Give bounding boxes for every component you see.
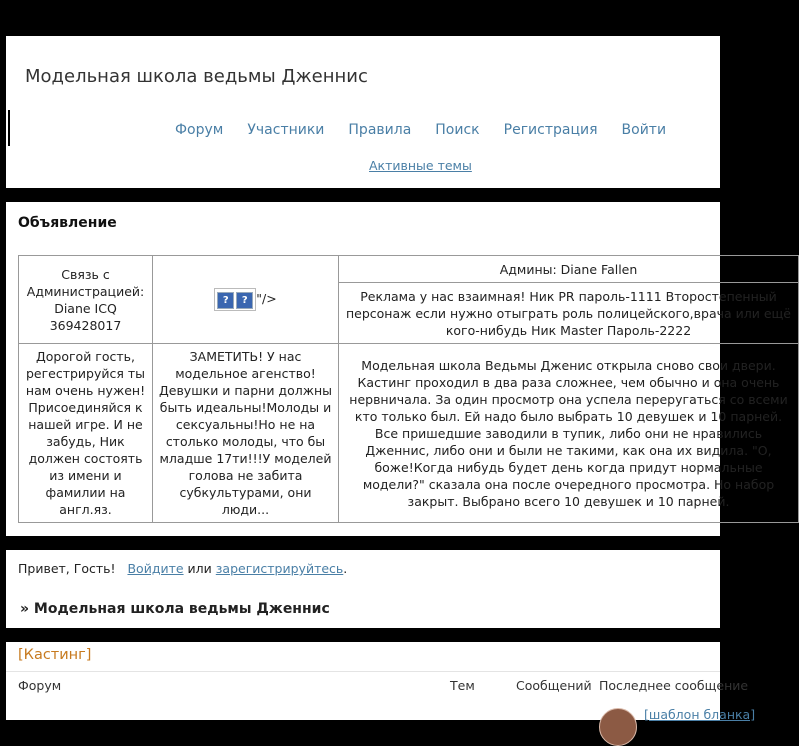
- announcement-table: [18, 255, 799, 523]
- greeting-or: или: [187, 561, 212, 576]
- greeting-panel: [6, 550, 720, 628]
- admins-cell: Админы: Diane Fallen: [339, 256, 799, 283]
- nav-members[interactable]: Участники: [247, 122, 325, 138]
- column-topics: Тем: [450, 678, 475, 693]
- divider: [6, 671, 720, 672]
- nav-search[interactable]: Поиск: [435, 122, 480, 138]
- column-last-post: Последнее сообщение: [599, 678, 749, 693]
- register-link[interactable]: зарегистрируйтесь: [215, 561, 344, 576]
- site-title: Модельная школа ведьмы Дженнис: [25, 66, 368, 87]
- broken-image-group: [214, 288, 256, 311]
- ads-cell: [339, 283, 799, 344]
- greeting-line: [18, 561, 347, 576]
- announcement-panel: [6, 202, 791, 536]
- broken-image-icon: ?: [217, 292, 234, 309]
- avatar: [599, 708, 637, 746]
- forum-category-panel: [6, 642, 756, 722]
- guest-note-cell: Дорогой гость, регестрируйся ты нам очень нужен! Присоединяйся к нашей игре. И не забудь, Ник должен состоять из имени и фамилии на англ.яз.: [19, 344, 153, 523]
- breadcrumb: » Модельная школа ведьмы Дженнис: [20, 601, 330, 617]
- nav-login[interactable]: Войти: [621, 122, 667, 138]
- ads-text: Реклама у нас взаимная! Ник PR пароль-1111 Второстепенный персонаж если нужно отыграть роль полицейского,врача или ещё кого-нибудь Ник Master Пароль-2222: [345, 288, 791, 338]
- icons-cell: [153, 256, 339, 344]
- category-title[interactable]: [Кастинг]: [18, 647, 92, 663]
- greeting-suffix: .: [343, 561, 348, 576]
- active-topics-link[interactable]: Активные темы: [369, 158, 472, 173]
- announcement-title: Объявление: [18, 215, 117, 231]
- text-cursor: [8, 110, 10, 146]
- forum-header: [6, 36, 720, 188]
- icon-tail-text: "/>: [256, 291, 277, 306]
- contact-cell: Связь с Администрацией: Diane ICQ 369428017: [19, 256, 153, 344]
- nav-forum[interactable]: Форум: [175, 122, 224, 138]
- column-posts: Сообщений: [516, 678, 592, 693]
- column-forum: Форум: [18, 678, 62, 693]
- nav-register[interactable]: Регистрация: [503, 122, 598, 138]
- broken-image-icon: ?: [236, 292, 253, 309]
- agency-note-cell: ЗАМЕТИТЬ! У нас модельное агенство! Девушки и парни должны быть идеальны!Молоды и сексуальны!Но не на столько молоды, что бы младше 17ти!!!У моделей голова не забита субкультурами, они люди...: [153, 344, 339, 523]
- main-nav: [175, 122, 690, 138]
- login-link[interactable]: Войдите: [127, 561, 184, 576]
- greeting-prefix: Привет, Гость!: [18, 561, 116, 576]
- last-post-link[interactable]: [шаблон бланка]: [644, 707, 756, 722]
- story-cell: Модельная школа Ведьмы Дженис открыла сново свои двери. Кастинг проходил в два раза сложнее, чем обычно и она очень нервничала. За один просмотр она успела переругаться со всеми кто только был. Ей надо было выбрать 10 девушек и 10 парней. Все пришедшие заводили в тупик, либо они не нравились Дженнис, либо они и были не такими, как она их видила. "О, боже!Когда нибудь будет день когда придут нормальные модели?" сказала она после очередного просмотра. Но набор закрыт. Выбрано всего 10 девушек и 10 парней.: [339, 344, 799, 523]
- nav-rules[interactable]: Правила: [348, 122, 412, 138]
